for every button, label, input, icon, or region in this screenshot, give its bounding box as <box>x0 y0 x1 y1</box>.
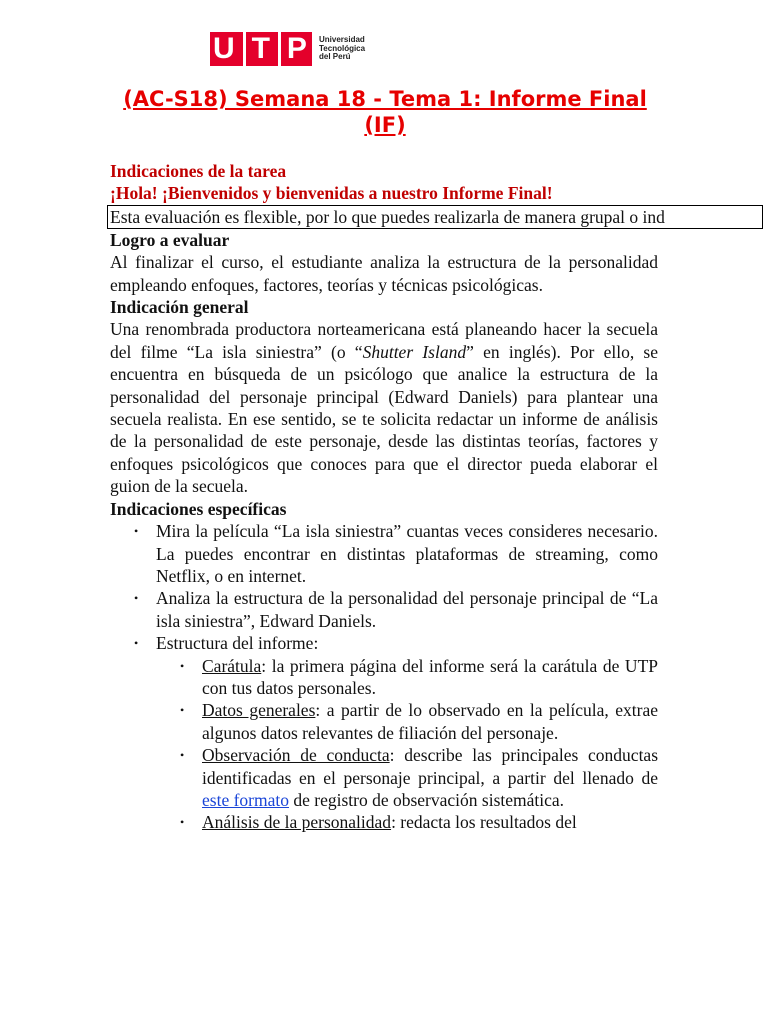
general-heading: Indicación general <box>110 297 249 318</box>
datos-label: Datos generales <box>202 700 316 721</box>
general-text: Una renombrada productora norteamericana está planeando hacer la secuela del filme “La isla siniestra” (o “Shutter Island” en inglés). Por ello, se encuentra en búsqueda de un psicólogo que analice la estructura de la personalidad del personaje principal (Edward Daniels) para plantear una secuela realista. En ese sentido, se te solicita redactar un informe de análisis de la personalidad de este personaje, desde las distintas teorías, factores y enfoques psicológicos que conoces para que el director pueda elaborar el guion de la secuela. <box>110 319 658 497</box>
utp-logo <box>210 32 365 66</box>
logo-letter-t: T <box>251 32 272 65</box>
specific-list <box>110 520 658 834</box>
logro-heading: Logro a evaluar <box>110 229 230 250</box>
page-title-text: (AC-S18) Semana 18 - Tema 1: Informe Final (IF) <box>123 87 647 137</box>
task-instructions-heading: Indicaciones de la tarea <box>110 161 287 181</box>
este-formato-link[interactable]: este formato <box>202 789 289 810</box>
logo-letter-u: U <box>212 32 237 65</box>
page-title <box>110 86 660 138</box>
logo-letter-p: P <box>286 32 309 65</box>
welcome-text: ¡Hola! ¡Bienvenidos y bienvenidas a nuestro Informe Final! <box>110 183 553 204</box>
list-item: • Carátula: la primera página del informe será la carátula de UTP con tus datos personales. <box>202 655 658 700</box>
list-item: • Mira la película “La isla siniestra” cuantas veces consideres necesario. La puedes encontrar en distintas plataformas de streaming, como Netflix, o en internet. <box>156 520 658 587</box>
logo-wordmark: Universidad Tecnológica del Perú <box>319 35 366 62</box>
list-item: • Estructura del informe: • Carátula: la primera página del informe será la carátula de UTP con tus datos personales. • Datos generales: a partir de lo observado en la película, extrae algunos datos relevantes de filiación del personaje. • Observación de conducta: describe las principales conductas identificadas en el personaje principal, a partir del llenado de este formato de registro de observación sistemática. • Análisis de la personalidad: redacta los resultados del <box>156 632 658 834</box>
list-item: • Analiza la estructura de la personalidad del personaje principal de “La isla siniestra”, Edward Daniels. <box>156 587 658 632</box>
analisis-label: Análisis de la personalidad <box>202 812 392 833</box>
logro-text: Al finalizar el curso, el estudiante analiza la estructura de la personalidad empleando enfoques, factores, teorías y técnicas psicológicas. <box>110 252 658 295</box>
list-item: • Observación de conducta: describe las principales conductas identificadas en el personaje principal, a partir del llenado de este formato de registro de observación sistemática. <box>202 744 658 811</box>
caratula-label: Carátula <box>202 655 262 676</box>
observacion-label: Observación de conducta <box>202 745 390 766</box>
film-title-italic: Shutter Island <box>362 341 467 362</box>
specific-heading: Indicaciones específicas <box>110 498 287 519</box>
list-item: • Análisis de la personalidad: redacta los resultados del <box>202 811 658 833</box>
flexible-evaluation-box: Esta evaluación es flexible, por lo que puedes realizarla de manera grupal o ind <box>107 205 763 229</box>
list-item: • Datos generales: a partir de lo observado en la película, extrae algunos datos relevantes de filiación del personaje. <box>202 699 658 744</box>
report-structure-list <box>156 655 658 834</box>
utp-logo-mark <box>210 32 312 66</box>
document-body <box>110 160 665 834</box>
